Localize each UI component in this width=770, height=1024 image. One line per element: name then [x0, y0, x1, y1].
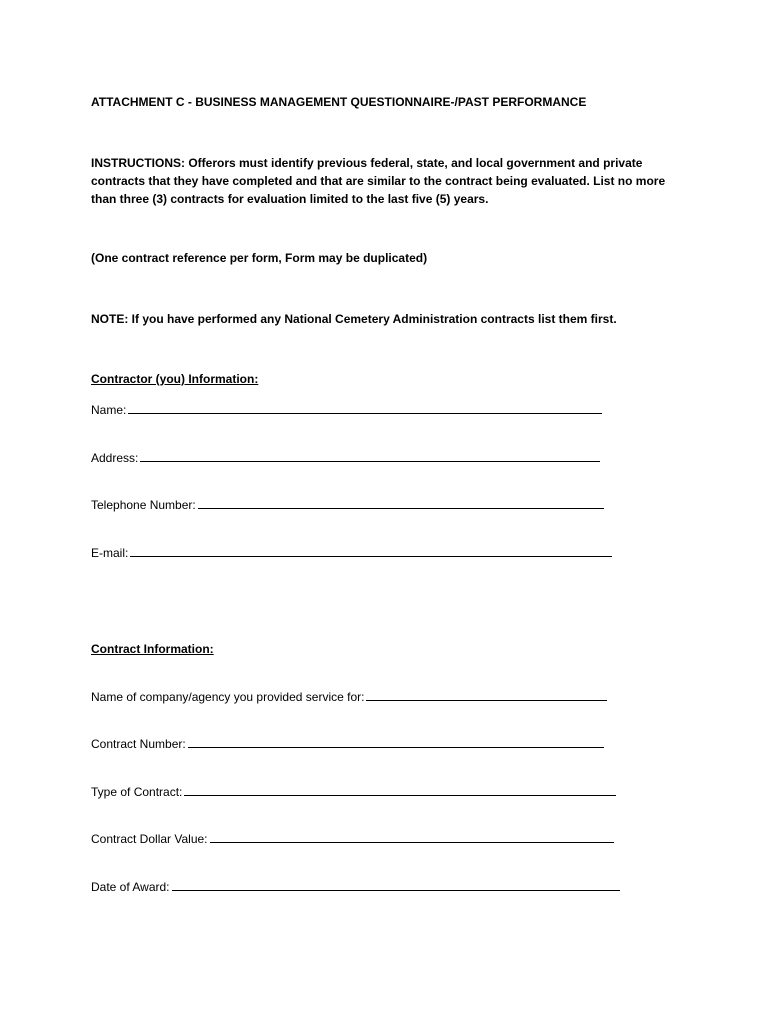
instructions-paragraph — [91, 154, 691, 208]
company-agency-field-label: Name of company/agency you provided service for: — [91, 690, 365, 704]
name-field-label: Name: — [91, 403, 127, 417]
instructions-label: INSTRUCTIONS — [91, 156, 181, 170]
contract-section-heading: Contract Information: — [91, 642, 214, 656]
contract-dollar-value-field-line[interactable] — [210, 830, 614, 843]
date-of-award-field-label: Date of Award: — [91, 880, 170, 894]
company-agency-field — [91, 688, 607, 706]
contract-number-field — [91, 735, 604, 753]
contract-dollar-value-field — [91, 830, 614, 848]
nca-note: NOTE: If you have performed any National Cemetery Administration contracts list them first. — [91, 312, 617, 326]
date-of-award-field — [91, 878, 620, 896]
address-field-line[interactable] — [140, 449, 600, 462]
contract-number-field-line[interactable] — [188, 735, 604, 748]
name-field — [91, 401, 602, 419]
contract-type-field-label: Type of Contract: — [91, 785, 183, 799]
company-agency-field-line[interactable] — [366, 688, 607, 701]
email-field-line[interactable] — [130, 544, 612, 557]
duplicate-note: (One contract reference per form, Form may be duplicated) — [91, 251, 428, 265]
name-field-line[interactable] — [128, 401, 602, 414]
contract-type-field — [91, 783, 616, 801]
address-field-label: Address: — [91, 451, 139, 465]
contract-dollar-value-field-label: Contract Dollar Value: — [91, 832, 208, 846]
contract-number-field-label: Contract Number: — [91, 737, 186, 751]
date-of-award-field-line[interactable] — [172, 878, 620, 891]
instructions-text: : Offerors must identify previous federal, state, and local government and private contracts that they have completed and that are similar to the contract being evaluated. List no more than three (3) contracts for evaluation limited to the last five (5) years. — [91, 156, 666, 206]
contract-type-field-line[interactable] — [184, 783, 616, 796]
document-title: ATTACHMENT C - BUSINESS MANAGEMENT QUESTIONNAIRE-/PAST PERFORMANCE — [91, 95, 587, 109]
telephone-field-label: Telephone Number: — [91, 498, 196, 512]
telephone-field — [91, 496, 604, 514]
contractor-section-heading: Contractor (you) Information: — [91, 372, 259, 386]
email-field-label: E-mail: — [91, 546, 129, 560]
email-field — [91, 544, 612, 562]
telephone-field-line[interactable] — [198, 496, 604, 509]
address-field — [91, 449, 600, 467]
